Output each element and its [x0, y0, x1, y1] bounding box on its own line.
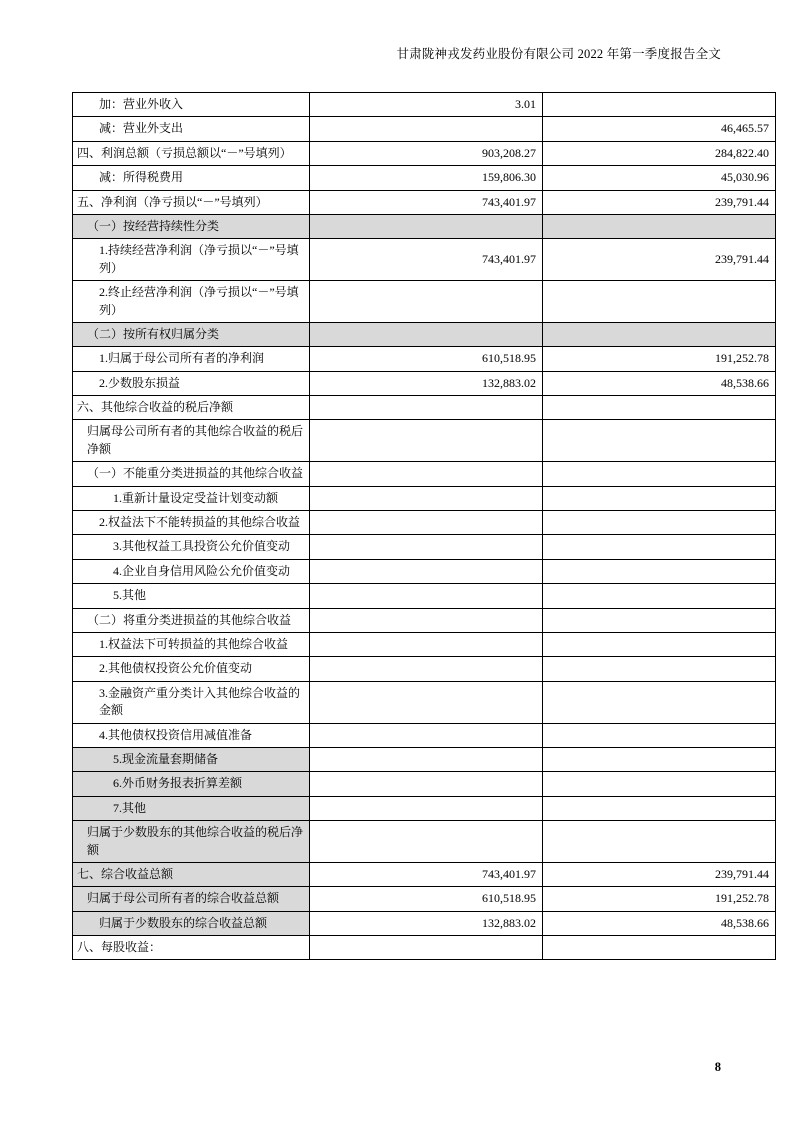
row-value-current: 159,806.30: [310, 166, 543, 190]
row-value-previous: [543, 584, 776, 608]
row-value-previous: 284,822.40: [543, 141, 776, 165]
row-value-previous: [543, 772, 776, 796]
row-label: 3.金融资产重分类计入其他综合收益的金额: [73, 681, 310, 723]
row-label: 2.少数股东损益: [73, 371, 310, 395]
row-value-current: 743,401.97: [310, 862, 543, 886]
row-value-current: [310, 772, 543, 796]
row-label: 4.企业自身信用风险公允价值变动: [73, 559, 310, 583]
row-value-current: [310, 681, 543, 723]
row-value-previous: [543, 281, 776, 323]
table-row: [73, 396, 776, 420]
row-value-current: [310, 322, 543, 346]
row-label: （二）将重分类进损益的其他综合收益: [73, 608, 310, 632]
row-value-current: 132,883.02: [310, 371, 543, 395]
row-value-current: 3.01: [310, 93, 543, 117]
row-value-previous: [543, 511, 776, 535]
row-value-current: [310, 821, 543, 863]
row-label: （一）按经营持续性分类: [73, 214, 310, 238]
row-value-current: [310, 796, 543, 820]
financial-table: [72, 92, 776, 960]
row-value-previous: 45,030.96: [543, 166, 776, 190]
table-row: [73, 347, 776, 371]
row-value-previous: [543, 796, 776, 820]
row-label: 7.其他: [73, 796, 310, 820]
row-value-current: [310, 511, 543, 535]
row-value-previous: [543, 936, 776, 960]
row-value-previous: 48,538.66: [543, 911, 776, 935]
row-value-previous: [543, 93, 776, 117]
row-value-current: 903,208.27: [310, 141, 543, 165]
table-row: [73, 462, 776, 486]
row-label: 八、每股收益：: [73, 936, 310, 960]
row-label: 2.终止经营净利润（净亏损以“－”号填列）: [73, 281, 310, 323]
table-row: [73, 657, 776, 681]
row-label: 七、综合收益总额: [73, 862, 310, 886]
table-row: [73, 608, 776, 632]
table-row: [73, 632, 776, 656]
table-row: [73, 887, 776, 911]
row-label: 4.其他债权投资信用减值准备: [73, 723, 310, 747]
table-row: [73, 723, 776, 747]
table-row: [73, 862, 776, 886]
table-row: [73, 511, 776, 535]
row-label: （一）不能重分类进损益的其他综合收益: [73, 462, 310, 486]
row-value-previous: [543, 559, 776, 583]
row-label: 六、其他综合收益的税后净额: [73, 396, 310, 420]
table-row: [73, 141, 776, 165]
table-row: [73, 681, 776, 723]
row-value-current: [310, 608, 543, 632]
table-row: [73, 190, 776, 214]
row-label: 减：所得税费用: [73, 166, 310, 190]
row-label: 减：营业外支出: [73, 117, 310, 141]
row-value-current: 743,401.97: [310, 190, 543, 214]
row-label: 加：营业外收入: [73, 93, 310, 117]
table-row: [73, 214, 776, 238]
table-row: [73, 821, 776, 863]
row-value-current: [310, 747, 543, 771]
page-header: 甘肃陇神戎发药业股份有限公司 2022 年第一季度报告全文: [396, 47, 721, 61]
table-row: [73, 584, 776, 608]
table-row: [73, 281, 776, 323]
row-value-previous: 48,538.66: [543, 371, 776, 395]
row-value-previous: [543, 214, 776, 238]
row-value-current: [310, 723, 543, 747]
row-value-previous: [543, 608, 776, 632]
table-row: [73, 239, 776, 281]
row-value-current: [310, 632, 543, 656]
row-value-previous: [543, 322, 776, 346]
row-label: 1.归属于母公司所有者的净利润: [73, 347, 310, 371]
row-value-previous: 46,465.57: [543, 117, 776, 141]
row-label: 2.权益法下不能转损益的其他综合收益: [73, 511, 310, 535]
table-row: [73, 559, 776, 583]
row-value-current: [310, 535, 543, 559]
row-value-previous: [543, 486, 776, 510]
row-value-previous: [543, 747, 776, 771]
row-label: 归属母公司所有者的其他综合收益的税后净额: [73, 420, 310, 462]
table-row: [73, 420, 776, 462]
row-value-previous: 239,791.44: [543, 862, 776, 886]
row-label: 6.外币财务报表折算差额: [73, 772, 310, 796]
row-value-current: [310, 936, 543, 960]
table-row: [73, 371, 776, 395]
row-label: 5.其他: [73, 584, 310, 608]
row-value-current: [310, 117, 543, 141]
table-row: [73, 796, 776, 820]
page-number: 8: [714, 1060, 721, 1074]
row-label: 五、净利润（净亏损以“－”号填列）: [73, 190, 310, 214]
row-label: 2.其他债权投资公允价值变动: [73, 657, 310, 681]
row-value-current: [310, 214, 543, 238]
income-statement-table: [72, 92, 769, 960]
row-value-current: [310, 420, 543, 462]
row-value-previous: [543, 723, 776, 747]
row-label: 归属于少数股东的综合收益总额: [73, 911, 310, 935]
row-value-current: [310, 657, 543, 681]
row-value-previous: [543, 681, 776, 723]
table-row: [73, 747, 776, 771]
row-value-previous: [543, 657, 776, 681]
row-value-previous: [543, 396, 776, 420]
row-label: 5.现金流量套期储备: [73, 747, 310, 771]
row-label: 1.持续经营净利润（净亏损以“－”号填列）: [73, 239, 310, 281]
table-row: [73, 936, 776, 960]
row-label: 1.重新计量设定受益计划变动额: [73, 486, 310, 510]
row-value-current: 610,518.95: [310, 347, 543, 371]
row-value-previous: 239,791.44: [543, 190, 776, 214]
row-value-current: [310, 559, 543, 583]
table-row: [73, 486, 776, 510]
table-row: [73, 772, 776, 796]
table-row: [73, 535, 776, 559]
row-value-previous: [543, 535, 776, 559]
row-value-previous: 191,252.78: [543, 887, 776, 911]
row-label: 3.其他权益工具投资公允价值变动: [73, 535, 310, 559]
row-value-current: 132,883.02: [310, 911, 543, 935]
row-value-current: [310, 396, 543, 420]
row-label: （二）按所有权归属分类: [73, 322, 310, 346]
table-row: [73, 911, 776, 935]
row-value-previous: [543, 632, 776, 656]
table-row: [73, 117, 776, 141]
row-label: 1.权益法下可转损益的其他综合收益: [73, 632, 310, 656]
table-row: [73, 322, 776, 346]
row-value-previous: [543, 821, 776, 863]
row-label: 四、利润总额（亏损总额以“－”号填列）: [73, 141, 310, 165]
row-value-current: [310, 486, 543, 510]
row-value-previous: 191,252.78: [543, 347, 776, 371]
row-label: 归属于母公司所有者的综合收益总额: [73, 887, 310, 911]
row-value-current: [310, 281, 543, 323]
row-value-current: [310, 462, 543, 486]
table-row: [73, 93, 776, 117]
row-value-current: 743,401.97: [310, 239, 543, 281]
row-value-previous: [543, 420, 776, 462]
row-value-current: [310, 584, 543, 608]
row-value-previous: [543, 462, 776, 486]
row-label: 归属于少数股东的其他综合收益的税后净额: [73, 821, 310, 863]
row-value-current: 610,518.95: [310, 887, 543, 911]
table-row: [73, 166, 776, 190]
row-value-previous: 239,791.44: [543, 239, 776, 281]
